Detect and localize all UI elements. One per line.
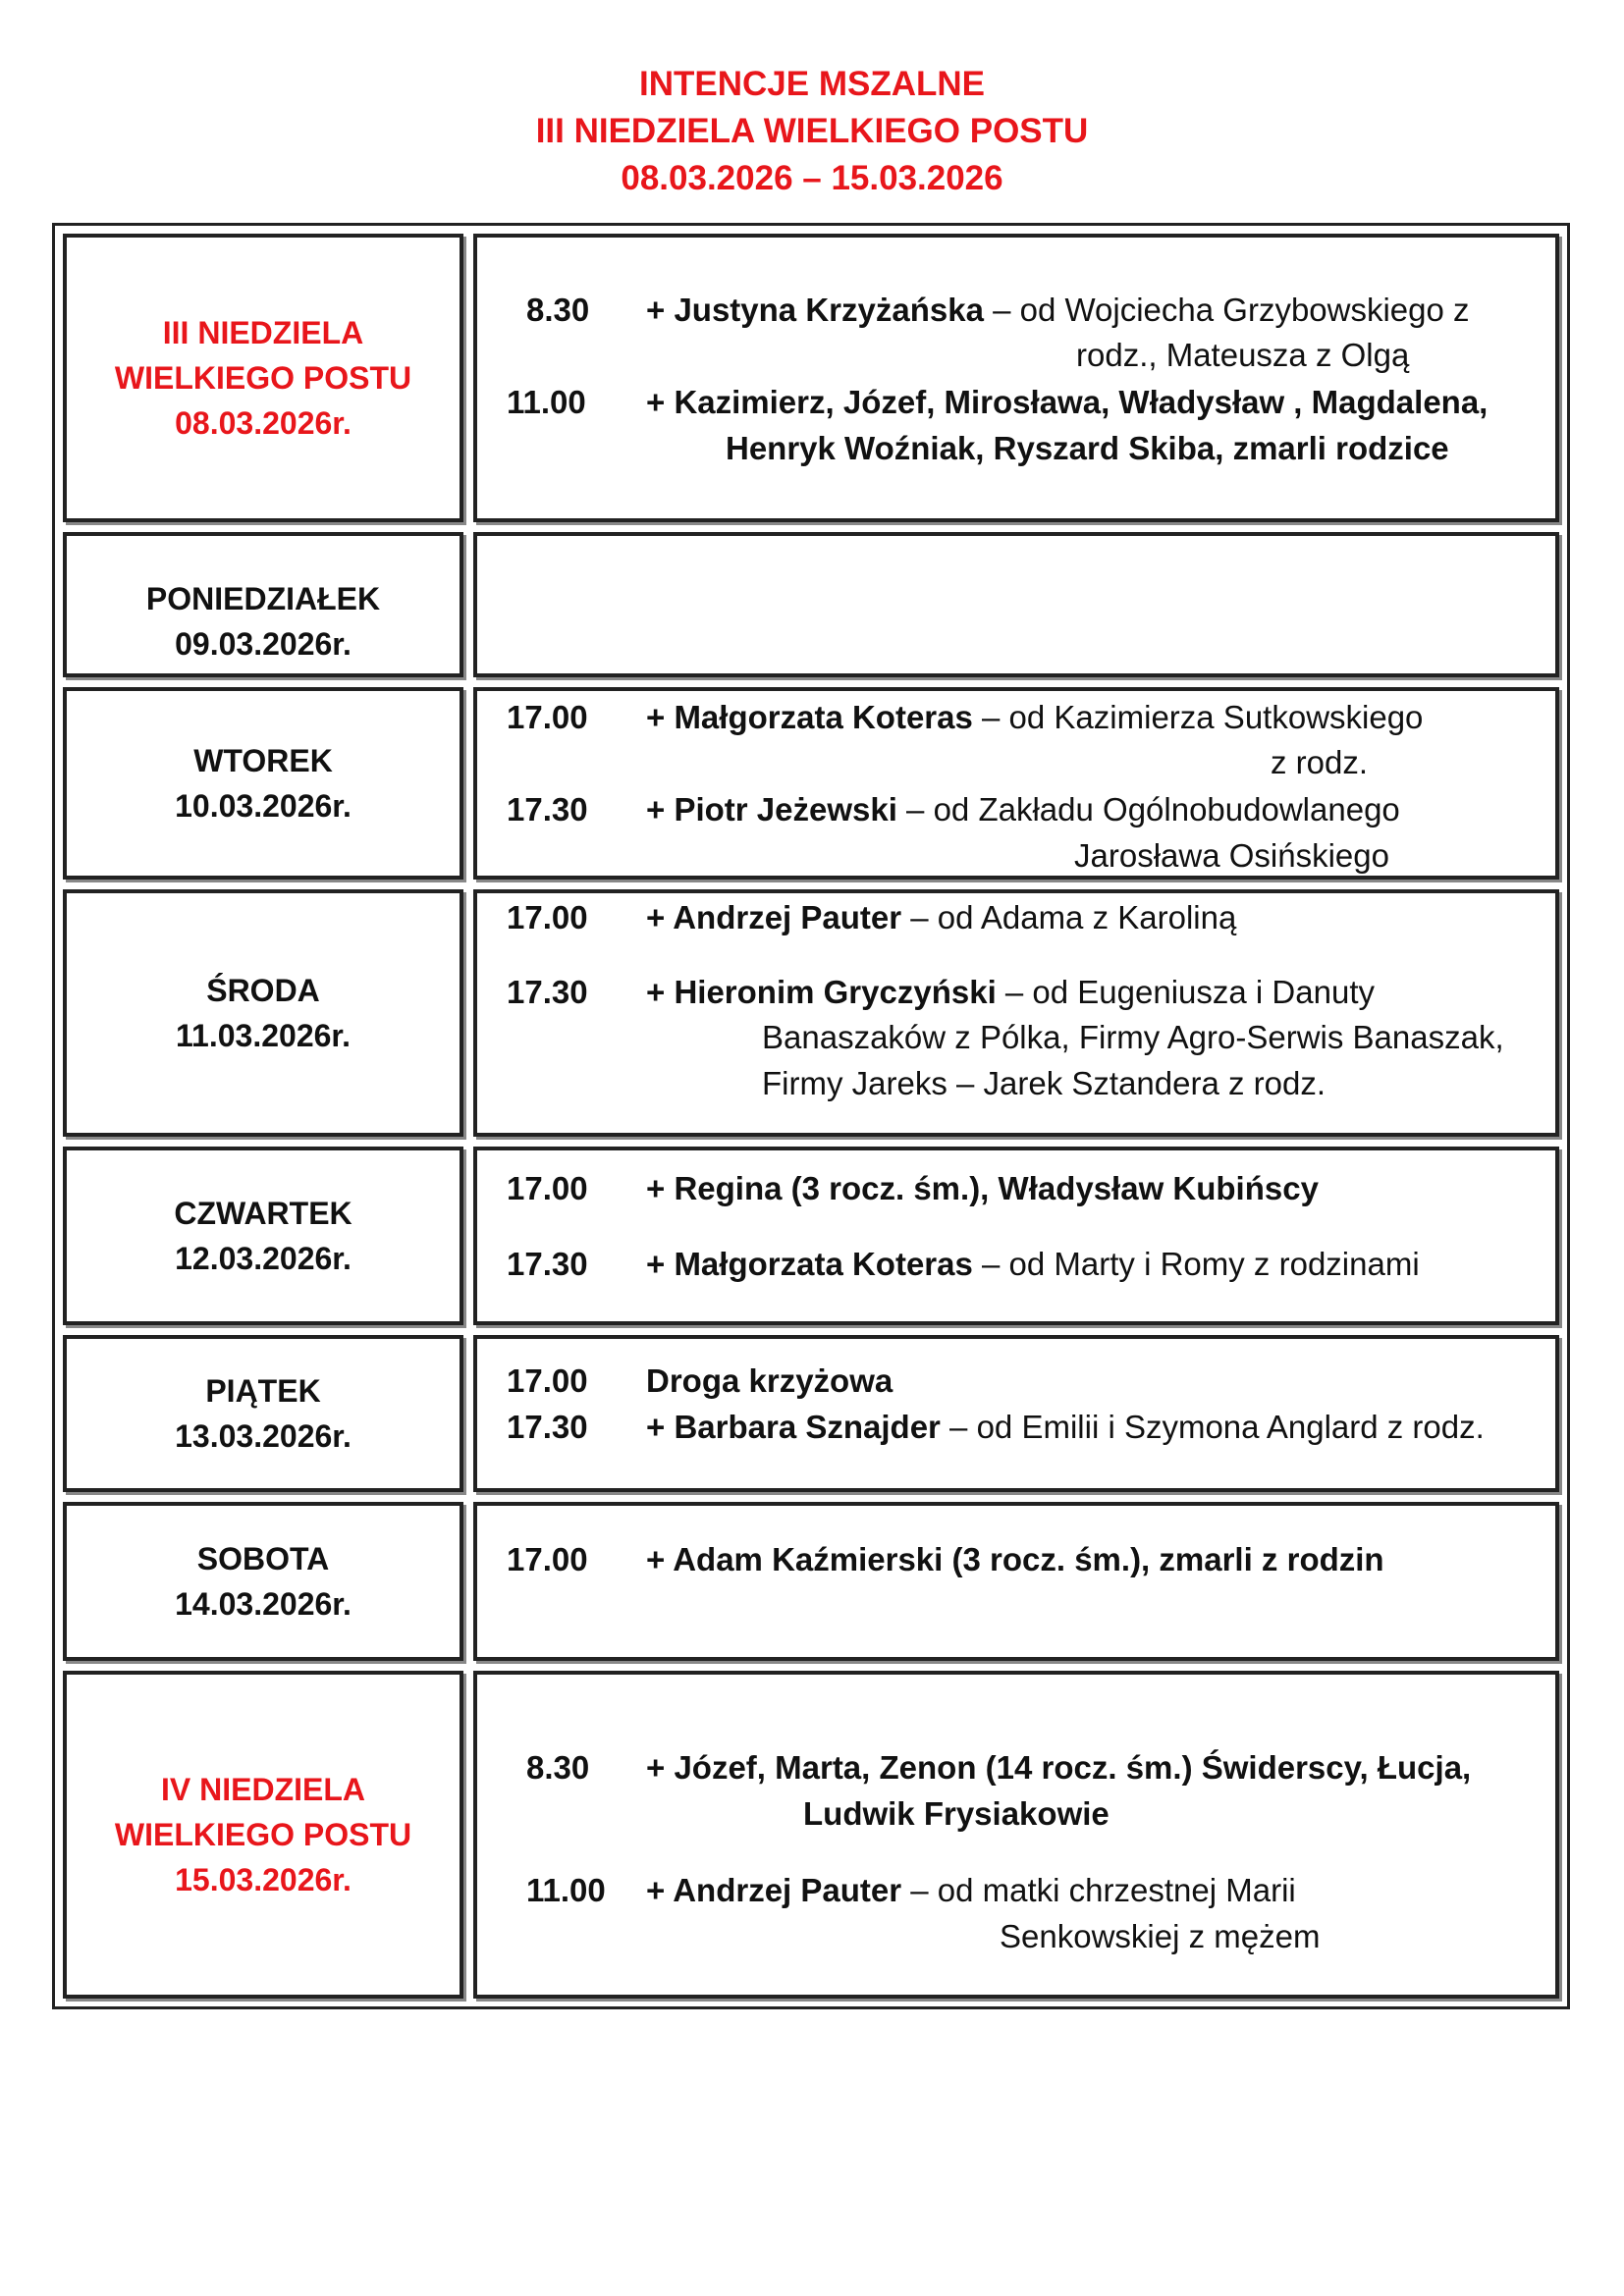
intentions-cell-sunday-2 [473,1671,1559,1999]
intention-line-cont [726,426,1449,471]
intentions-cell-monday [473,532,1559,677]
intentions-cell-wednesday [473,889,1559,1137]
mass-time: 17.30 [507,791,588,828]
intention-donor: – od Adama z Karoliną [901,899,1237,935]
intention-name: + Józef, Marta, Zenon (14 rocz. śm.) Świderscy, Łucja, [646,1749,1472,1786]
day-cell-friday [63,1335,463,1492]
intention-line [646,1242,1420,1287]
intention-donor: – od Emilii i Szymona Anglard z rodz. [940,1409,1485,1445]
intention-name: + Barbara Sznajder [646,1409,941,1445]
intention-donor: – od Marty i Romy z rodzinami [972,1246,1420,1282]
day-cell-sunday-2 [63,1671,463,1999]
header-date-range: 08.03.2026 – 15.03.2026 [621,159,1003,197]
day-cell-sunday-1 [63,234,463,522]
mass-time: 17.30 [507,1246,588,1282]
intention-line [646,1745,1471,1790]
intention-name-cont: Henryk Woźniak, Ryszard Skiba, zmarli rodzice [726,430,1449,466]
day-cell-wednesday [63,889,463,1137]
intentions-cell-thursday [473,1147,1559,1325]
day-name: WTOREK [193,743,333,778]
day-date: 08.03.2026r. [175,405,352,441]
intention-line [646,1405,1485,1450]
page-header [0,61,1624,202]
day-cell-tuesday [63,687,463,880]
mass-time: 11.00 [507,384,586,420]
day-date: 15.03.2026r. [175,1862,352,1897]
intention-donor: – od Wojciecha Grzybowskiego z [983,292,1470,328]
intention-line [646,1537,1384,1582]
intention-donor-cont: Jarosława Osińskiego [1074,837,1389,874]
intention-line [646,787,1400,832]
mass-time: 17.00 [507,899,588,935]
header-subtitle: III NIEDZIELA WIELKIEGO POSTU [535,112,1089,150]
intentions-cell-friday [473,1335,1559,1492]
intention-name: + Andrzej Pauter [646,1872,902,1908]
day-date: 09.03.2026r. [175,626,352,662]
intention-name: + Kazimierz, Józef, Mirosława, Władysław , Magdalena, [646,384,1489,420]
day-name: CZWARTEK [174,1196,352,1231]
header-title: INTENCJE MSZALNE [639,65,985,103]
day-cell-thursday [63,1147,463,1325]
intention-donor-cont: Banaszaków z Pólka, Firmy Agro-Serwis Banaszak, [762,1019,1504,1055]
intentions-cell-sunday-1 [473,234,1559,522]
intention-donor-cont: Senkowskiej z mężem [1000,1918,1321,1954]
intention-line [646,1359,893,1404]
intention-line [646,895,1236,940]
mass-time: 8.30 [526,1749,590,1786]
intention-line [646,970,1375,1015]
intention-donor-cont: Firmy Jareks – Jarek Sztandera z rodz. [762,1065,1326,1101]
day-name: III NIEDZIELA [162,315,364,350]
intention-name: Droga krzyżowa [646,1362,893,1399]
intentions-cell-tuesday [473,687,1559,880]
intention-name: + Adam Kaźmierski (3 rocz. śm.), zmarli z rodzin [646,1541,1384,1577]
intention-name-cont: Ludwik Frysiakowie [803,1795,1110,1832]
day-date: 14.03.2026r. [175,1586,352,1622]
day-name: PONIEDZIAŁEK [145,581,381,616]
mass-time: 17.00 [507,1170,588,1206]
mass-time: 17.30 [507,974,588,1010]
day-name-cont: WIELKIEGO POSTU [114,1817,412,1852]
intention-name: + Małgorzata Koteras [646,1246,973,1282]
day-date: 13.03.2026r. [175,1418,352,1454]
intention-donor: – od Zakładu Ogólnobudowlanego [896,791,1400,828]
intention-line-cont [803,1791,1110,1837]
day-name: SOBOTA [196,1541,330,1576]
intention-line [646,288,1470,333]
day-date: 10.03.2026r. [175,788,352,824]
intention-line [646,380,1488,425]
intention-donor-cont: z rodz. [1271,744,1369,780]
mass-time: 8.30 [526,292,590,328]
intention-donor: – od Eugeniusza i Danuty [996,974,1375,1010]
mass-time: 11.00 [526,1872,606,1908]
intention-line [646,1166,1319,1211]
mass-time: 17.30 [507,1409,588,1445]
intention-line [646,1868,1296,1913]
intention-name: + Małgorzata Koteras [646,699,973,735]
intention-donor: – od Kazimierza Sutkowskiego [972,699,1424,735]
mass-time: 17.00 [507,699,588,735]
day-name: ŚRODA [206,973,320,1008]
intention-donor: – od matki chrzestnej Marii [901,1872,1296,1908]
mass-time: 17.00 [507,1541,588,1577]
day-date: 11.03.2026r. [176,1018,351,1053]
intention-name: + Justyna Krzyżańska [646,292,984,328]
day-cell-monday [63,532,463,677]
intention-name: + Piotr Jeżewski [646,791,897,828]
intention-name: + Andrzej Pauter [646,899,902,935]
mass-time: 17.00 [507,1362,588,1399]
intention-donor-cont: rodz., Mateusza z Olgą [1076,337,1410,373]
day-name: PIĄTEK [205,1373,321,1409]
day-cell-saturday [63,1502,463,1661]
intention-name: + Hieronim Gryczyński [646,974,997,1010]
day-date: 12.03.2026r. [175,1241,352,1276]
day-name-cont: WIELKIEGO POSTU [114,360,412,396]
intentions-cell-saturday [473,1502,1559,1661]
day-name: IV NIEDZIELA [160,1772,365,1807]
intention-name: + Regina (3 rocz. śm.), Władysław Kubińscy [646,1170,1319,1206]
intention-line [646,695,1423,740]
